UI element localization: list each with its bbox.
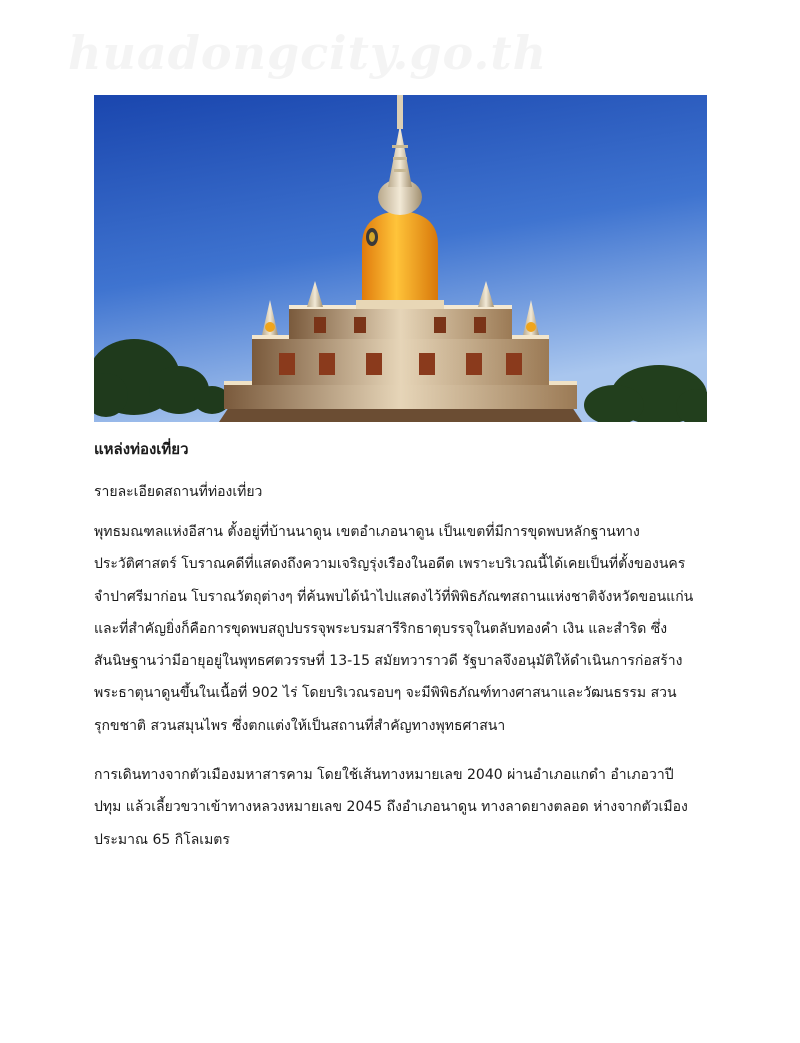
paragraph-line: จำปาศรีมาก่อน โบราณวัตถุต่างๆ ที่ค้นพบได้นำไปแสดงไว้ที่พิพิธภัณฑสถานแห่งชาติจังหวัดขอนแก่น [94,588,694,605]
paragraph-line: ปทุม แล้วเลี้ยวขวาเข้าทางหลวงหมายเลข 2045 ถึงอำเภอนาดูน ทางลาดยางตลอด ห่างจากตัวเมือง [94,799,688,816]
paragraph-line: สันนิษฐานว่ามีอายุอยู่ในพุทธศตวรรษที่ 13-15 สมัยทวาราวดี รัฐบาลจึงอนุมัติให้ดำเนินการก่อสร้าง [94,653,683,670]
watermark: huadongcity.go.th [68,26,548,80]
travel-paragraph [94,759,714,856]
paragraph-line: ประมาณ 65 กิโลเมตร [94,831,230,848]
paragraph-line: พระธาตุนาดูนขึ้นในเนื้อที่ 902 ไร่ โดยบริเวณรอบๆ จะมีพิพิธภัณฑ์ทางศาสนาและวัฒนธรรม สวน [94,685,677,702]
page-subtitle: รายละเอียดสถานที่ท่องเที่ยว [94,484,263,500]
paragraph-line: และที่สำคัญยิ่งก็คือการขุดพบสถูปบรรจุพระบรมสารีริกธาตุบรรจุในตลับทองคำ เงิน และสำริด ซึ่ง [94,620,668,637]
paragraph-line: รุกขชาติ สวนสมุนไพร ซึ่งตกแต่งให้เป็นสถานที่สำคัญทางพุทธศาสนา [94,717,506,734]
paragraph-line: พุทธมณฑลแห่งอีสาน ตั้งอยู่ที่บ้านนาดูน เขตอำเภอนาดูน เป็นเขตที่มีการขุดพบหลักฐานทาง [94,524,640,540]
page-heading: แหล่งท่องเที่ยว [94,440,189,458]
stupa-photo [94,95,707,422]
paragraph-line: ประวัติศาสตร์ โบราณคดีที่แสดงถึงความเจริญรุ่งเรืองในอดีต เพราะบริเวณนี้ได้เคยเป็นที่ตั้งของนคร [94,556,686,573]
description-paragraph [94,516,714,742]
paragraph-line: การเดินทางจากตัวเมืองมหาสารคาม โดยใช้เส้นทางหมายเลข 2040 ผ่านอำเภอแกดำ อำเภอวาปี [94,767,674,783]
